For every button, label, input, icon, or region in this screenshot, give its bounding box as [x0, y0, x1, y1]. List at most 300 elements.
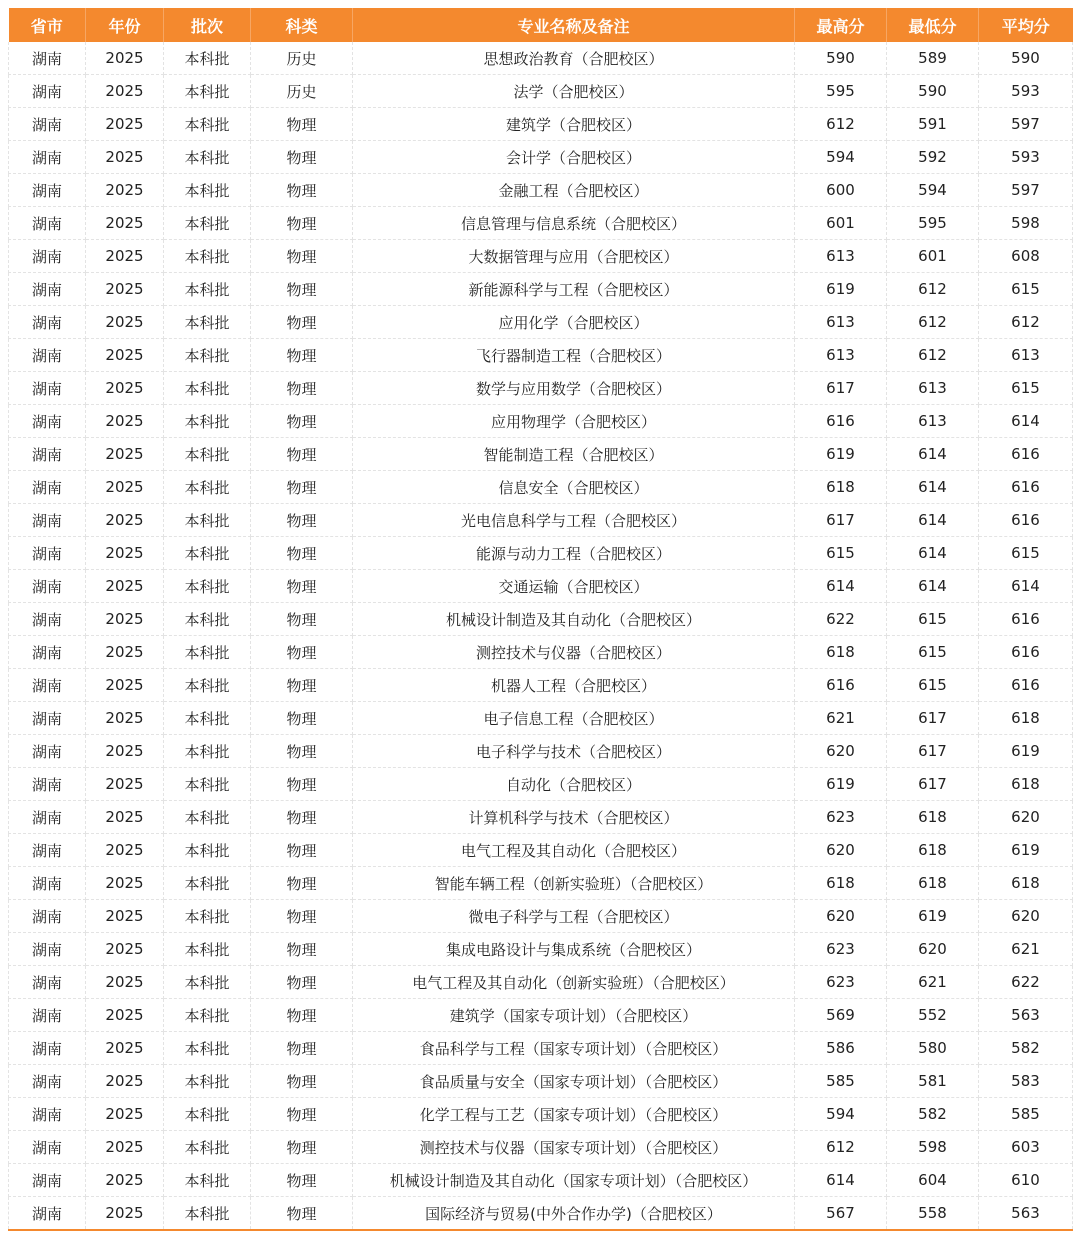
table-row: [9, 306, 1073, 339]
cell-year: 2025: [86, 108, 164, 141]
cell-province: 湖南: [9, 768, 86, 801]
cell-major-name: 数学与应用数学（合肥校区）: [353, 372, 795, 405]
cell-year: 2025: [86, 306, 164, 339]
cell-min-score: 618: [887, 834, 979, 867]
cell-min-score: 581: [887, 1065, 979, 1098]
cell-min-score: 614: [887, 537, 979, 570]
cell-year: 2025: [86, 702, 164, 735]
cell-max-score: 595: [795, 75, 887, 108]
cell-year: 2025: [86, 603, 164, 636]
cell-min-score: 614: [887, 504, 979, 537]
cell-batch: 本科批: [164, 405, 251, 438]
cell-subject-type: 物理: [251, 372, 353, 405]
cell-subject-type: 物理: [251, 966, 353, 999]
cell-major-name: 机械设计制造及其自动化（合肥校区）: [353, 603, 795, 636]
cell-min-score: 615: [887, 603, 979, 636]
cell-min-score: 614: [887, 570, 979, 603]
cell-province: 湖南: [9, 42, 86, 75]
cell-batch: 本科批: [164, 42, 251, 75]
cell-year: 2025: [86, 1131, 164, 1164]
cell-year: 2025: [86, 240, 164, 273]
cell-min-score: 615: [887, 636, 979, 669]
cell-major-name: 建筑学（国家专项计划）（合肥校区）: [353, 999, 795, 1032]
cell-min-score: 614: [887, 438, 979, 471]
table-row: [9, 1065, 1073, 1098]
cell-year: 2025: [86, 1065, 164, 1098]
cell-year: 2025: [86, 1197, 164, 1231]
cell-subject-type: 物理: [251, 1164, 353, 1197]
cell-subject-type: 物理: [251, 1197, 353, 1231]
cell-province: 湖南: [9, 999, 86, 1032]
cell-min-score: 612: [887, 273, 979, 306]
table-row: [9, 471, 1073, 504]
cell-max-score: 586: [795, 1032, 887, 1065]
header-year: 年份: [86, 8, 164, 42]
cell-batch: 本科批: [164, 273, 251, 306]
table-row: [9, 801, 1073, 834]
cell-major-name: 机器人工程（合肥校区）: [353, 669, 795, 702]
cell-subject-type: 物理: [251, 801, 353, 834]
cell-max-score: 613: [795, 339, 887, 372]
cell-max-score: 613: [795, 306, 887, 339]
cell-batch: 本科批: [164, 1131, 251, 1164]
cell-avg-score: 621: [979, 933, 1073, 966]
cell-subject-type: 物理: [251, 768, 353, 801]
cell-major-name: 微电子科学与工程（合肥校区）: [353, 900, 795, 933]
table-row: [9, 867, 1073, 900]
cell-avg-score: 563: [979, 999, 1073, 1032]
cell-avg-score: 590: [979, 42, 1073, 75]
table-row: [9, 966, 1073, 999]
cell-min-score: 594: [887, 174, 979, 207]
cell-subject-type: 物理: [251, 108, 353, 141]
table-row: [9, 834, 1073, 867]
cell-year: 2025: [86, 75, 164, 108]
header-row: [9, 8, 1073, 42]
cell-province: 湖南: [9, 1164, 86, 1197]
cell-major-name: 智能制造工程（合肥校区）: [353, 438, 795, 471]
cell-subject-type: 物理: [251, 999, 353, 1032]
cell-subject-type: 物理: [251, 174, 353, 207]
cell-year: 2025: [86, 42, 164, 75]
cell-min-score: 615: [887, 669, 979, 702]
cell-max-score: 567: [795, 1197, 887, 1231]
cell-min-score: 580: [887, 1032, 979, 1065]
cell-province: 湖南: [9, 867, 86, 900]
cell-subject-type: 物理: [251, 1032, 353, 1065]
cell-major-name: 新能源科学与工程（合肥校区）: [353, 273, 795, 306]
cell-max-score: 618: [795, 867, 887, 900]
cell-avg-score: 582: [979, 1032, 1073, 1065]
header-subject-type: 科类: [251, 8, 353, 42]
cell-subject-type: 物理: [251, 735, 353, 768]
cell-min-score: 595: [887, 207, 979, 240]
cell-batch: 本科批: [164, 735, 251, 768]
cell-year: 2025: [86, 636, 164, 669]
table-row: [9, 570, 1073, 603]
table-row: [9, 735, 1073, 768]
table-row: [9, 537, 1073, 570]
table-row: [9, 1197, 1073, 1231]
cell-batch: 本科批: [164, 702, 251, 735]
cell-avg-score: 585: [979, 1098, 1073, 1131]
cell-batch: 本科批: [164, 900, 251, 933]
table-row: [9, 174, 1073, 207]
cell-year: 2025: [86, 405, 164, 438]
cell-province: 湖南: [9, 735, 86, 768]
cell-avg-score: 598: [979, 207, 1073, 240]
table-row: [9, 933, 1073, 966]
cell-subject-type: 历史: [251, 42, 353, 75]
cell-max-score: 623: [795, 801, 887, 834]
cell-province: 湖南: [9, 669, 86, 702]
cell-province: 湖南: [9, 537, 86, 570]
table-row: [9, 141, 1073, 174]
cell-batch: 本科批: [164, 1032, 251, 1065]
table-row: [9, 768, 1073, 801]
cell-avg-score: 616: [979, 438, 1073, 471]
cell-min-score: 590: [887, 75, 979, 108]
cell-major-name: 机械设计制造及其自动化（国家专项计划）（合肥校区）: [353, 1164, 795, 1197]
cell-subject-type: 物理: [251, 933, 353, 966]
cell-subject-type: 物理: [251, 570, 353, 603]
cell-max-score: 615: [795, 537, 887, 570]
cell-year: 2025: [86, 207, 164, 240]
cell-year: 2025: [86, 570, 164, 603]
cell-province: 湖南: [9, 372, 86, 405]
cell-min-score: 617: [887, 735, 979, 768]
cell-year: 2025: [86, 768, 164, 801]
cell-min-score: 591: [887, 108, 979, 141]
cell-avg-score: 593: [979, 141, 1073, 174]
cell-year: 2025: [86, 867, 164, 900]
cell-batch: 本科批: [164, 999, 251, 1032]
cell-max-score: 569: [795, 999, 887, 1032]
cell-major-name: 自动化（合肥校区）: [353, 768, 795, 801]
table-row: [9, 603, 1073, 636]
cell-subject-type: 物理: [251, 504, 353, 537]
cell-major-name: 食品科学与工程（国家专项计划）（合肥校区）: [353, 1032, 795, 1065]
cell-major-name: 集成电路设计与集成系统（合肥校区）: [353, 933, 795, 966]
cell-province: 湖南: [9, 240, 86, 273]
cell-min-score: 613: [887, 372, 979, 405]
cell-min-score: 589: [887, 42, 979, 75]
cell-min-score: 604: [887, 1164, 979, 1197]
cell-major-name: 信息安全（合肥校区）: [353, 471, 795, 504]
table-row: [9, 339, 1073, 372]
cell-province: 湖南: [9, 570, 86, 603]
table-row: [9, 240, 1073, 273]
cell-avg-score: 620: [979, 801, 1073, 834]
cell-max-score: 585: [795, 1065, 887, 1098]
cell-year: 2025: [86, 273, 164, 306]
cell-year: 2025: [86, 504, 164, 537]
cell-province: 湖南: [9, 339, 86, 372]
cell-max-score: 620: [795, 834, 887, 867]
cell-province: 湖南: [9, 273, 86, 306]
cell-batch: 本科批: [164, 537, 251, 570]
table-row: [9, 207, 1073, 240]
cell-avg-score: 612: [979, 306, 1073, 339]
cell-avg-score: 616: [979, 603, 1073, 636]
cell-province: 湖南: [9, 900, 86, 933]
cell-batch: 本科批: [164, 471, 251, 504]
cell-max-score: 620: [795, 735, 887, 768]
cell-avg-score: 618: [979, 867, 1073, 900]
cell-province: 湖南: [9, 1098, 86, 1131]
cell-province: 湖南: [9, 108, 86, 141]
cell-batch: 本科批: [164, 372, 251, 405]
cell-major-name: 化学工程与工艺（国家专项计划）（合肥校区）: [353, 1098, 795, 1131]
cell-major-name: 测控技术与仪器（合肥校区）: [353, 636, 795, 669]
cell-major-name: 能源与动力工程（合肥校区）: [353, 537, 795, 570]
cell-batch: 本科批: [164, 636, 251, 669]
cell-subject-type: 物理: [251, 834, 353, 867]
cell-avg-score: 563: [979, 1197, 1073, 1231]
header-province: 省市: [9, 8, 86, 42]
cell-min-score: 620: [887, 933, 979, 966]
cell-min-score: 619: [887, 900, 979, 933]
cell-avg-score: 615: [979, 372, 1073, 405]
cell-batch: 本科批: [164, 1098, 251, 1131]
cell-max-score: 619: [795, 273, 887, 306]
cell-max-score: 590: [795, 42, 887, 75]
cell-subject-type: 物理: [251, 702, 353, 735]
table-row: [9, 669, 1073, 702]
cell-subject-type: 物理: [251, 1098, 353, 1131]
cell-batch: 本科批: [164, 867, 251, 900]
cell-max-score: 623: [795, 933, 887, 966]
cell-min-score: 618: [887, 801, 979, 834]
cell-subject-type: 物理: [251, 603, 353, 636]
cell-province: 湖南: [9, 966, 86, 999]
cell-max-score: 616: [795, 669, 887, 702]
cell-major-name: 电子信息工程（合肥校区）: [353, 702, 795, 735]
admission-scores-table-wrapper: [8, 8, 1072, 1231]
cell-max-score: 613: [795, 240, 887, 273]
cell-major-name: 应用化学（合肥校区）: [353, 306, 795, 339]
header-max-score: 最高分: [795, 8, 887, 42]
cell-min-score: 612: [887, 306, 979, 339]
cell-major-name: 思想政治教育（合肥校区）: [353, 42, 795, 75]
cell-avg-score: 616: [979, 636, 1073, 669]
table-row: [9, 1131, 1073, 1164]
cell-avg-score: 618: [979, 702, 1073, 735]
cell-avg-score: 622: [979, 966, 1073, 999]
cell-province: 湖南: [9, 471, 86, 504]
cell-year: 2025: [86, 372, 164, 405]
cell-avg-score: 593: [979, 75, 1073, 108]
cell-avg-score: 616: [979, 504, 1073, 537]
cell-major-name: 会计学（合肥校区）: [353, 141, 795, 174]
cell-min-score: 617: [887, 702, 979, 735]
table-row: [9, 405, 1073, 438]
cell-avg-score: 583: [979, 1065, 1073, 1098]
table-row: [9, 273, 1073, 306]
cell-max-score: 612: [795, 1131, 887, 1164]
cell-subject-type: 物理: [251, 207, 353, 240]
cell-min-score: 582: [887, 1098, 979, 1131]
cell-subject-type: 物理: [251, 867, 353, 900]
header-major-name: 专业名称及备注: [353, 8, 795, 42]
header-batch: 批次: [164, 8, 251, 42]
cell-batch: 本科批: [164, 75, 251, 108]
cell-province: 湖南: [9, 141, 86, 174]
cell-year: 2025: [86, 1098, 164, 1131]
cell-year: 2025: [86, 669, 164, 702]
cell-year: 2025: [86, 537, 164, 570]
cell-max-score: 622: [795, 603, 887, 636]
cell-year: 2025: [86, 339, 164, 372]
table-row: [9, 372, 1073, 405]
cell-major-name: 金融工程（合肥校区）: [353, 174, 795, 207]
cell-year: 2025: [86, 735, 164, 768]
header-avg-score: 平均分: [979, 8, 1073, 42]
cell-major-name: 光电信息科学与工程（合肥校区）: [353, 504, 795, 537]
cell-major-name: 电气工程及其自动化（合肥校区）: [353, 834, 795, 867]
cell-avg-score: 619: [979, 735, 1073, 768]
cell-avg-score: 608: [979, 240, 1073, 273]
cell-min-score: 598: [887, 1131, 979, 1164]
cell-max-score: 623: [795, 966, 887, 999]
cell-major-name: 应用物理学（合肥校区）: [353, 405, 795, 438]
cell-year: 2025: [86, 1164, 164, 1197]
cell-year: 2025: [86, 1032, 164, 1065]
cell-batch: 本科批: [164, 834, 251, 867]
cell-year: 2025: [86, 438, 164, 471]
cell-year: 2025: [86, 174, 164, 207]
cell-max-score: 600: [795, 174, 887, 207]
cell-batch: 本科批: [164, 966, 251, 999]
cell-major-name: 国际经济与贸易(中外合作办学)（合肥校区）: [353, 1197, 795, 1231]
cell-subject-type: 物理: [251, 669, 353, 702]
cell-batch: 本科批: [164, 1065, 251, 1098]
cell-avg-score: 613: [979, 339, 1073, 372]
cell-subject-type: 物理: [251, 438, 353, 471]
cell-subject-type: 物理: [251, 471, 353, 504]
cell-major-name: 大数据管理与应用（合肥校区）: [353, 240, 795, 273]
cell-batch: 本科批: [164, 801, 251, 834]
cell-min-score: 614: [887, 471, 979, 504]
table-row: [9, 900, 1073, 933]
cell-province: 湖南: [9, 207, 86, 240]
cell-avg-score: 619: [979, 834, 1073, 867]
cell-major-name: 法学（合肥校区）: [353, 75, 795, 108]
cell-subject-type: 物理: [251, 141, 353, 174]
cell-batch: 本科批: [164, 768, 251, 801]
cell-batch: 本科批: [164, 141, 251, 174]
cell-year: 2025: [86, 900, 164, 933]
table-row: [9, 1164, 1073, 1197]
admission-scores-table: [8, 8, 1073, 1231]
table-row: [9, 1098, 1073, 1131]
cell-year: 2025: [86, 966, 164, 999]
cell-major-name: 测控技术与仪器（国家专项计划）（合肥校区）: [353, 1131, 795, 1164]
table-header: [9, 8, 1073, 42]
cell-avg-score: 603: [979, 1131, 1073, 1164]
cell-min-score: 612: [887, 339, 979, 372]
cell-min-score: 552: [887, 999, 979, 1032]
table-row: [9, 636, 1073, 669]
cell-avg-score: 597: [979, 174, 1073, 207]
cell-subject-type: 历史: [251, 75, 353, 108]
cell-avg-score: 614: [979, 405, 1073, 438]
cell-major-name: 智能车辆工程（创新实验班）（合肥校区）: [353, 867, 795, 900]
cell-province: 湖南: [9, 1131, 86, 1164]
cell-max-score: 594: [795, 141, 887, 174]
cell-max-score: 614: [795, 570, 887, 603]
cell-major-name: 电子科学与技术（合肥校区）: [353, 735, 795, 768]
cell-province: 湖南: [9, 702, 86, 735]
cell-min-score: 617: [887, 768, 979, 801]
cell-major-name: 信息管理与信息系统（合肥校区）: [353, 207, 795, 240]
cell-batch: 本科批: [164, 933, 251, 966]
table-row: [9, 75, 1073, 108]
table-row: [9, 504, 1073, 537]
cell-major-name: 建筑学（合肥校区）: [353, 108, 795, 141]
cell-avg-score: 597: [979, 108, 1073, 141]
table-row: [9, 1032, 1073, 1065]
cell-min-score: 621: [887, 966, 979, 999]
cell-subject-type: 物理: [251, 339, 353, 372]
cell-year: 2025: [86, 141, 164, 174]
cell-province: 湖南: [9, 1197, 86, 1231]
cell-year: 2025: [86, 933, 164, 966]
cell-max-score: 618: [795, 471, 887, 504]
cell-province: 湖南: [9, 636, 86, 669]
table-row: [9, 108, 1073, 141]
cell-min-score: 613: [887, 405, 979, 438]
table-row: [9, 999, 1073, 1032]
cell-batch: 本科批: [164, 108, 251, 141]
cell-batch: 本科批: [164, 438, 251, 471]
cell-major-name: 食品质量与安全（国家专项计划）（合肥校区）: [353, 1065, 795, 1098]
cell-province: 湖南: [9, 438, 86, 471]
cell-major-name: 飞行器制造工程（合肥校区）: [353, 339, 795, 372]
cell-year: 2025: [86, 834, 164, 867]
table-row: [9, 438, 1073, 471]
cell-province: 湖南: [9, 174, 86, 207]
cell-year: 2025: [86, 999, 164, 1032]
cell-max-score: 620: [795, 900, 887, 933]
cell-max-score: 616: [795, 405, 887, 438]
table-row: [9, 42, 1073, 75]
table-body: [9, 42, 1073, 1230]
cell-batch: 本科批: [164, 207, 251, 240]
cell-subject-type: 物理: [251, 1131, 353, 1164]
cell-province: 湖南: [9, 75, 86, 108]
cell-batch: 本科批: [164, 669, 251, 702]
cell-province: 湖南: [9, 933, 86, 966]
cell-max-score: 612: [795, 108, 887, 141]
cell-batch: 本科批: [164, 1197, 251, 1231]
table-row: [9, 702, 1073, 735]
cell-major-name: 交通运输（合肥校区）: [353, 570, 795, 603]
cell-min-score: 618: [887, 867, 979, 900]
cell-subject-type: 物理: [251, 273, 353, 306]
cell-province: 湖南: [9, 603, 86, 636]
cell-min-score: 601: [887, 240, 979, 273]
cell-province: 湖南: [9, 1065, 86, 1098]
cell-subject-type: 物理: [251, 306, 353, 339]
cell-batch: 本科批: [164, 570, 251, 603]
cell-batch: 本科批: [164, 306, 251, 339]
cell-province: 湖南: [9, 405, 86, 438]
cell-min-score: 558: [887, 1197, 979, 1231]
cell-avg-score: 620: [979, 900, 1073, 933]
cell-max-score: 618: [795, 636, 887, 669]
header-min-score: 最低分: [887, 8, 979, 42]
